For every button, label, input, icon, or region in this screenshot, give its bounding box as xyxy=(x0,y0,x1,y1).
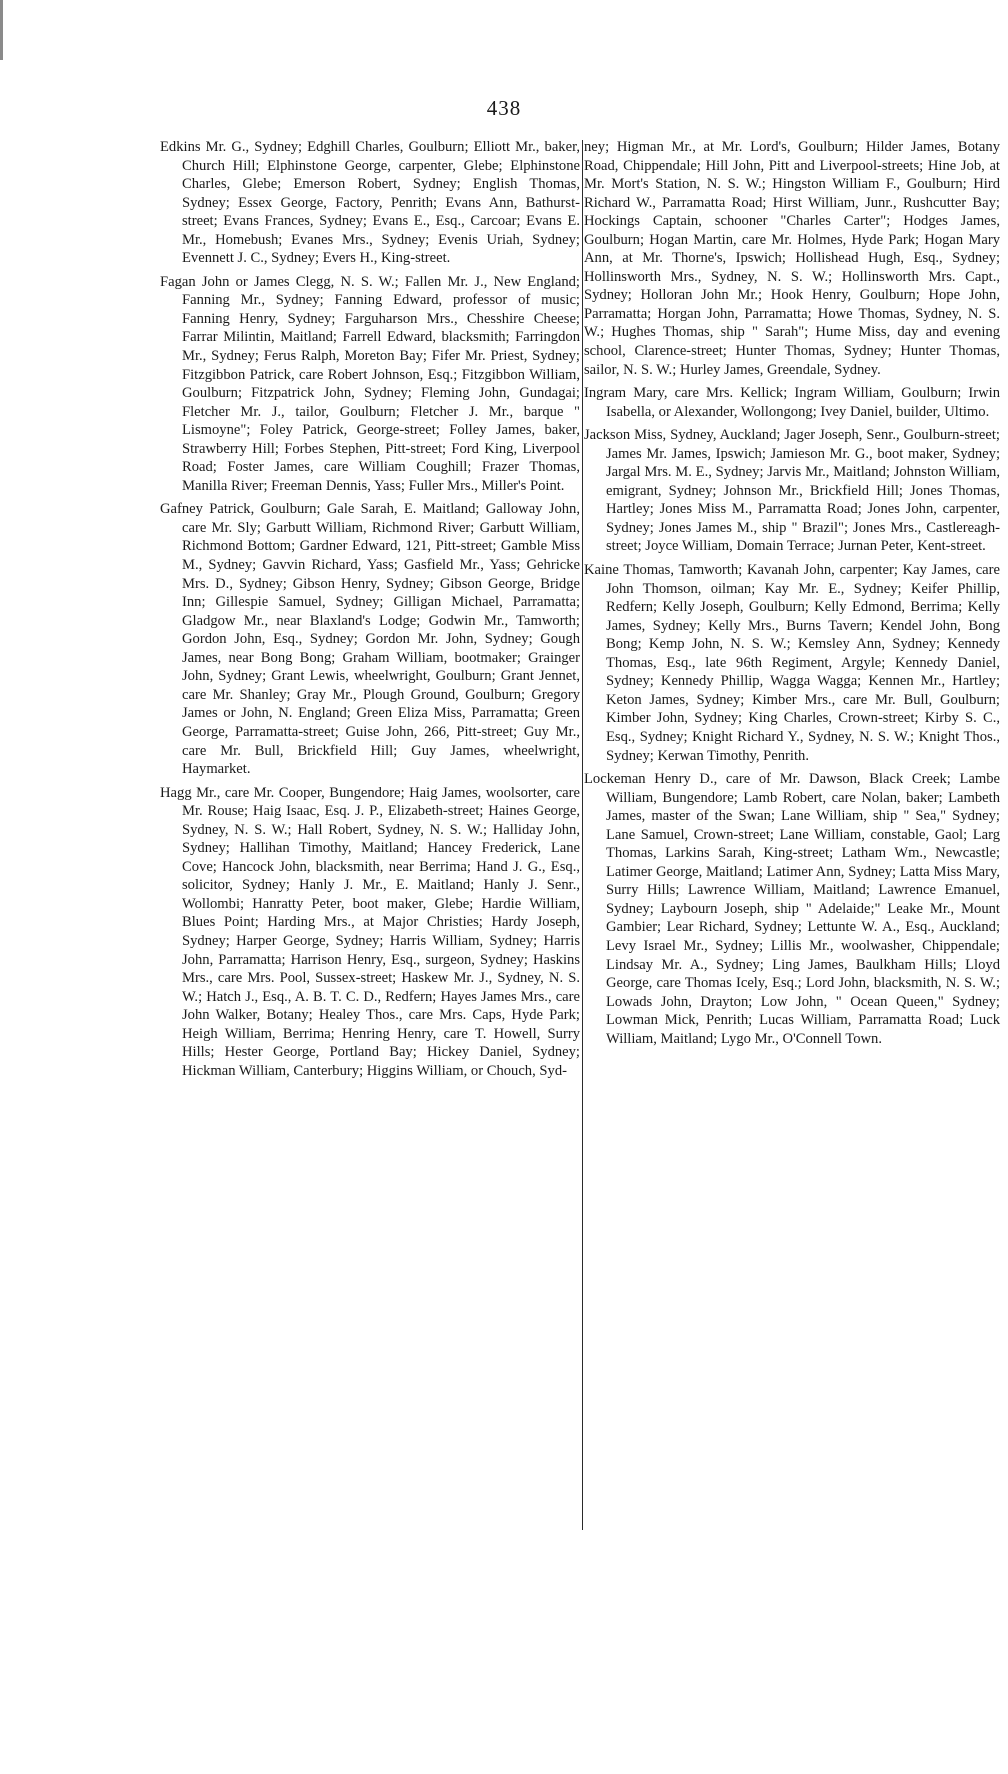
entry-k: Kaine Thomas, Tamworth; Kavanah John, carpenter; Kay James, care John Thomson, oilman; Kay Mr. E., Sydney; Keifer Phillip, Redfern; Kelly Joseph, Goulburn; Kelly Edmond, Berrima; Kelly James, Sydney; Kelly Mrs., Burns Tavern; Kendel John, Bong Bong; Kemp John, N. S. W.; Kemsley Ann, Sydney; Kennedy Thomas, Esq., late 96th Regiment, Argyle; Kennedy Daniel, Sydney; Kennedy Phillip, Wagga Wagga; Kennen Mr., Hartley; Keton James, Sydney; Kimber Mrs., care Mr. Bull, Goulburn; Kimber John, Sydney; King Charles, Crown-street; Kirby S. C., Esq., Sydney; Knight Richard Y., Sydney, N. S. W.; Knight Thos., Sydney; Kerwan Timothy, Penrith. xyxy=(584,562,1000,764)
page-number: 438 xyxy=(486,96,522,120)
entry-l: Lockeman Henry D., care of Mr. Dawson, Black Creek; Lambe William, Bungendore; Lamb Robert, care Nolan, baker; Lambeth James, master of the Swan; Lane William, ship " Sea," Sydney; Lane Samuel, Crown-street; Lane William, constable, Gaol; Larg Thomas, Larkins Sarah, King-street; Latham Wm., Newcastle; Latimer George, Maitland; Latimer Ann, Sydney; Latta Miss Mary, Surry Hills; Lawrence William, Maitland; Lawrence Emanuel, Sydney; Laybourn Joseph, ship " Adelaide;" Leake Mr., Mount Gambier; Lear Richard, Sydney; Lettunte W. A., Esq., Auckland; Levy Israel Mr., Sydney; Lillis Mr., woolwasher, Chippendale; Lindsay Mr. A., Sydney; Ling James, Baulkham Hills; Lloyd George, care Thomas Icely, Esq.; Lord John, blacksmith, N. S. W.; Lowads John, Drayton; Low John, " Ocean Queen," Sydney; Lowman Mick, Penrith; Lucas William, Parramatta Road; Luck William, Maitland; Lygo Mr., O'Connell Town. xyxy=(584,771,1000,1047)
binding-edge xyxy=(0,0,3,60)
entry-e: Edkins Mr. G., Sydney; Edghill Charles, Goulburn; Elliott Mr., baker, Church Hill; Elphinstone George, carpenter, Glebe; Elphinstone Charles, Glebe; Emerson Robert, Sydney; English Thomas, Sydney; Essex George, Factory, Penrith; Evans Ann, Bathurst-street; Evans Frances, Sydney; Evans E., Esq., Carcoar; Evans E. Mr., Homebush; Evanes Mrs., Sydney; Evenis Uriah, Sydney; Evennett J. C., Sydney; Evers H., King-street. xyxy=(160,139,580,267)
entry-j: Jackson Miss, Sydney, Auckland; Jager Joseph, Senr., Goulburn-street; James Mr. James, Ipswich; Jamieson Mr. G., boot maker, Sydney; Jargal Mrs. M. E., Sydney; Jarvis Mr., Maitland; Johnston William, emigrant, Sydney; Johnson Mr., Brickfield Hill; Jones Thomas, Hartley; Jones Miss M., Parramatta Road; Jones John, carpenter, Sydney; Jones James M., ship " Brazil"; Jones Mrs., Castlereagh-street; Joyce William, Domain Terrace; Jurnan Peter, Kent-street. xyxy=(584,427,1000,555)
entry-h: Hagg Mr., care Mr. Cooper, Bungendore; Haig James, woolsorter, care Mr. Rouse; Haig Isaac, Esq. J. P., Elizabeth-street; Haines George, Sydney, N. S. W.; Hall Robert, Sydney, N. S. W.; Halliday John, Sydney; Hallihan Timothy, Maitland; Hancey Frederick, Lane Cove; Hancock John, blacksmith, near Berrima; Hand J. G., Esq., solicitor, Sydney; Hanly J. Mr., E. Maitland; Hanly J. Senr., Wollombi; Hanratty Peter, boot maker, Glebe; Hardie William, Blues Point; Harding Mrs., at Major Christies; Hardy Joseph, Sydney; Harper George, Sydney; Harris William, Sydney; Harris John, Parramatta; Harrison Henry, Esq., surgeon, Sydney; Haskins Mrs., care Mrs. Pool, Sussex-street; Haskew Mr. J., Sydney, N. S. W.; Hatch J., Esq., A. B. T. C. D., Redfern; Hayes James Mrs., care John Walker, Botany; Healey Thos., care Mrs. Caps, Hyde Park; Heigh William, Berrima; Henring Henry, care T. Howell, Surry Hills; Hester George, Portland Bay; Hickey Daniel, Sydney; Hickman William, Canterbury; Higgins William, or Chouch, Syd- xyxy=(160,784,580,1079)
entry-g: Gafney Patrick, Goulburn; Gale Sarah, E. Maitland; Galloway John, care Mr. Sly; Garbutt William, Richmond River; Garbutt William, Richmond Bottom; Gardner Edward, 121, Pitt-street; Gamble Miss M., Sydney; Gavvin Richard, Yass; Gasfield Mr., Yass; Gehricke Mrs. D., Sydney; Gibson Henry, Sydney; Gibson George, Bridge Inn; Gillespie Samuel, Sydney; Gilligan Michael, Parramatta; Gladgow Mr., near Blaxland's Lodge; Godwin Mr., Tamworth; Gordon John, Esq., Sydney; Gordon Mr. John, Sydney; Gough James, near Bong Bong; Graham William, bootmaker; Grainger John, Sydney; Grant Lewis, wheelwright, Goulburn; Grant Jennet, care Mr. Shanley; Gray Mr., Plough Ground, Goulburn; Gregory James or John, N. England; Green Eliza Miss, Parramatta; Green George, Parramatta-street; Guise John, 266, Pitt-street; Guy Mr., care Mr. Bull, Brickfield Hill; Guy James, wheelwright, Haymarket. xyxy=(160,501,580,778)
right-column xyxy=(584,138,1000,1053)
entry-h-continued: ney; Higman Mr., at Mr. Lord's, Goulburn; Hilder James, Botany Road, Chippendale; Hill John, Pitt and Liverpool-streets; Hine Job, at Mr. Mort's Station, N. S. W.; Hingston William F., Goulburn; Hird Richard W., Parramatta Road; Hirst William, Junr., Rushcutter Bay; Hockings Captain, schooner "Charles Carter"; Hodges James, Goulburn; Hogan Martin, care Mr. Holmes, Hyde Park; Hogan Mary Ann, at Mr. Thorne's, Ipswich; Hollishead Hugh, Esq., Sydney; Hollinsworth Mrs., Sydney, N. S. W.; Hollinsworth Mrs. Capt., Sydney; Holloran John Mr.; Hook Henry, Goulburn; Hope John, Parramatta; Horgan John, Parramatta; Howe Thomas, Sydney, N. S. W.; Hughes Thomas, ship " Sarah"; Hume Miss, day and evening school, Clarence-street; Hunter Thomas, Sydney; Hunter Thomas, sailor, N. S. W.; Hurley James, Greendale, Sydney. xyxy=(584,139,1000,378)
entry-i: Ingram Mary, care Mrs. Kellick; Ingram William, Goulburn; Irwin Isabella, or Alexander, Wollongong; Ivey Daniel, builder, Ultimo. xyxy=(584,385,1000,420)
column-divider xyxy=(582,140,583,1530)
entry-f: Fagan John or James Clegg, N. S. W.; Fallen Mr. J., New England; Fanning Mr., Sydney; Fanning Edward, professor of music; Fanning Henry, Sydney; Farguharson Mrs., Chesshire Cheese; Farrar Milintin, Maitland; Farrell Edward, blacksmith; Farringdon Mr., Sydney; Ferus Ralph, Moreton Bay; Fifer Mr. Priest, Sydney; Fitzgibbon Patrick, care Robert Johnson, Esq.; Fitzgibbon William, Goulburn; Fitzpatrick John, Sydney; Fleming John, Gundagai; Fletcher Mr. J., tailor, Goulburn; Fletcher J. Mr., barque " Lismoyne"; Foley Patrick, George-street; Folley James, baker, Strawberry Hill; Forbes Stephen, Pitt-street; Ford King, Liverpool Road; Foster James, care William Coughill; Frazer Thomas, Manilla River; Freeman Dennis, Yass; Fuller Mrs., Miller's Point. xyxy=(160,273,580,494)
left-column xyxy=(160,138,580,1085)
